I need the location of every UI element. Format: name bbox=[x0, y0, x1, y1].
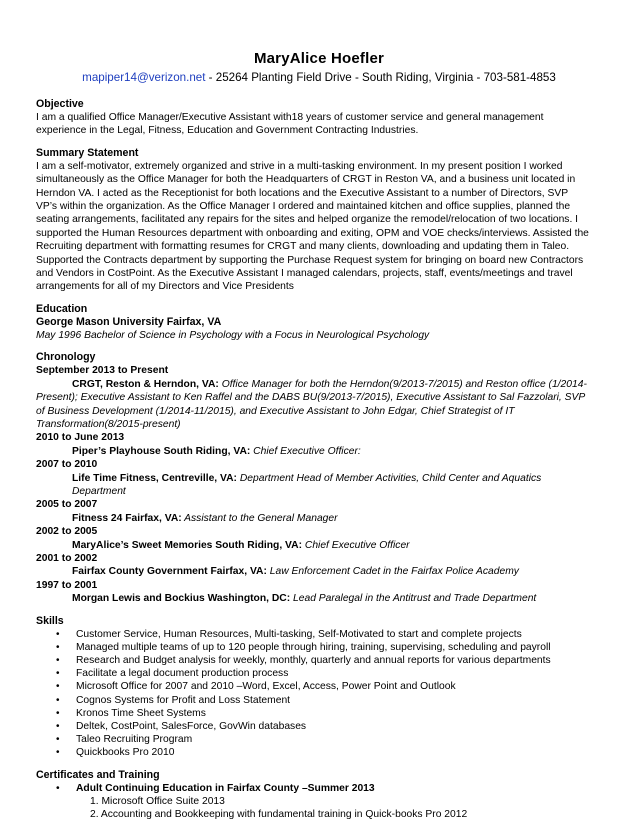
summary-line: VP’s within the organization. As the Office Manager I ordered and maintained kitchen and office supplies, planned the bbox=[36, 201, 571, 213]
skill-item: • Quickbooks Pro 2010 bbox=[36, 746, 602, 759]
summary-section bbox=[36, 147, 602, 294]
chronology-role: Department bbox=[72, 485, 126, 497]
email-link[interactable]: mapiper14@verizon.net bbox=[82, 71, 206, 84]
certificate-subitem: 2. Accounting and Bookkeeping with fundamental training in Quick-books Pro 2012 bbox=[90, 809, 468, 821]
chronology-section bbox=[36, 351, 602, 605]
candidate-name: MaryAlice Hoefler bbox=[253, 50, 385, 67]
contact-line bbox=[36, 71, 602, 84]
chronology-dates: September 2013 to Present bbox=[36, 365, 169, 377]
chronology-dates: 1997 to 2001 bbox=[36, 579, 98, 591]
summary-line: simultaneously as the Office Manager for both the Headquarters of CRGT in Reston VA, and a business unit located in bbox=[36, 174, 576, 186]
skill-item: • Cognos Systems for Profit and Loss Statement bbox=[36, 694, 602, 707]
objective-line: experience in the Legal, Fitness, Education and Government Contracting Industries. bbox=[36, 125, 419, 137]
chronology-dates: 2001 to 2002 bbox=[36, 552, 98, 564]
certificates-section bbox=[36, 769, 602, 822]
summary-line: seating arrangements, facilitated any repairs for the sites and helped organize the remodel/relocation of two locations. I bbox=[36, 214, 579, 226]
chronology-role: Chief Executive Officer bbox=[302, 539, 410, 551]
chronology-role: of Business Development (1/2014-11/2015), and Executive Assistant to John Edgar, Chief Strategist of IT bbox=[36, 405, 515, 417]
summary-line: I am a self-motivator, extremely organized and strive in a multi-tasking environment. In my present position I worked bbox=[36, 160, 563, 172]
summary-title: Summary Statement bbox=[36, 146, 139, 159]
chronology-role: Chief Executive Officer: bbox=[250, 445, 361, 457]
summary-line: supported the Human Resources department with onboarding and exiting, OPM and VOE checks/interviews. Assisted the bbox=[36, 227, 589, 239]
chronology-entry bbox=[36, 592, 602, 605]
certificates-title: Certificates and Training bbox=[36, 768, 160, 781]
skills-title: Skills bbox=[36, 614, 64, 627]
chronology-role: Law Enforcement Cadet in the Fairfax Police Academy bbox=[266, 566, 519, 578]
chronology-role: Department Head of Member Activities, Child Center and Aquatics bbox=[237, 472, 542, 484]
education-section bbox=[36, 303, 602, 342]
chronology-dates: 2010 to June 2013 bbox=[36, 432, 125, 444]
skill-item: • Customer Service, Human Resources, Multi-tasking, Self-Motivated to start and complete projects bbox=[36, 628, 602, 641]
chronology-entry bbox=[36, 472, 602, 485]
chronology-role: Office Manager for both the Herndon(9/2013-7/2015) and Reston office (1/2014- bbox=[218, 378, 587, 390]
summary-line: Herndon VA. I acted as the Receptionist for both locations and the Executive Assistant to a number of Directors, SVP bbox=[36, 187, 569, 199]
skill-item: • Taleo Recruiting Program bbox=[36, 733, 602, 746]
objective-title: Objective bbox=[36, 98, 84, 110]
chronology-employer: Piper’s Playhouse South Riding, VA: bbox=[72, 445, 251, 457]
skills-list bbox=[36, 628, 602, 760]
chronology-role: Present); Executive Assistant to Ken Raffel and the DABS BU(9/2013-7/2015), Executive Assistant to Sal Fazzolari, SVP bbox=[36, 392, 586, 404]
objective-section bbox=[36, 98, 602, 138]
chronology-entry bbox=[36, 445, 602, 458]
chronology-employer: MaryAlice’s Sweet Memories South Riding, VA: bbox=[72, 539, 303, 551]
chronology-employer: Fitness 24 Fairfax, VA: bbox=[72, 512, 182, 524]
education-school: George Mason University Fairfax, VA bbox=[36, 315, 222, 328]
chronology-title: Chronology bbox=[36, 351, 96, 364]
skill-item: • Facilitate a legal document production process bbox=[36, 667, 602, 680]
chronology-entry bbox=[36, 539, 602, 552]
skill-item: • Deltek, CostPoint, SalesForce, GovWin databases bbox=[36, 720, 602, 733]
summary-line: Recruiting department with formatting resumes for CRGT and many clients, downloading and updating them in Taleo. bbox=[36, 241, 570, 253]
certificate-item: • Adult Continuing Education in Fairfax County –Summer 2013 bbox=[36, 782, 602, 795]
education-title: Education bbox=[36, 302, 88, 315]
address-phone: - 25264 Planting Field Drive - South Riding, Virginia - 703-581-4853 bbox=[205, 71, 556, 84]
chronology-role: Lead Paralegal in the Antitrust and Trade Department bbox=[290, 593, 537, 605]
skills-section bbox=[36, 615, 602, 760]
summary-line: and Vendors in CostPoint. As the Executive Assistant I managed calendars, projects, staff, events/meetings and travel bbox=[36, 268, 573, 280]
chronology-entry bbox=[36, 378, 602, 391]
chronology-employer: Life Time Fitness, Centreville, VA: bbox=[72, 472, 237, 484]
chronology-dates: 2002 to 2005 bbox=[36, 526, 98, 538]
chronology-entry bbox=[36, 512, 602, 525]
chronology-entry bbox=[36, 565, 602, 578]
skill-item: • Kronos Time Sheet Systems bbox=[36, 707, 602, 720]
skill-item: • Research and Budget analysis for weekly, monthly, quarterly and annual reports for various departments bbox=[36, 654, 602, 667]
chronology-role: Assistant to the General Manager bbox=[181, 512, 338, 524]
certificate-subitem: 1. Microsoft Office Suite 2013 bbox=[90, 795, 225, 807]
chronology-employer: CRGT, Reston & Herndon, VA: bbox=[72, 378, 219, 390]
objective-line: I am a qualified Office Manager/Executive Assistant with18 years of customer service and general management bbox=[36, 112, 544, 123]
summary-line: Supported the Contracts department by supporting the Purchase Request system for bringing on board new Contractors bbox=[36, 254, 584, 266]
skill-item: • Managed multiple teams of up to 120 people through hiring, training, supervising, scheduling and payroll bbox=[36, 641, 602, 654]
summary-line: arrangements for all of my Directors and Vice Presidents bbox=[36, 281, 294, 293]
chronology-dates: 2005 to 2007 bbox=[36, 499, 98, 511]
education-degree: May 1996 Bachelor of Science in Psychology with a Focus in Neurological Psychology bbox=[36, 329, 430, 341]
chronology-employer: Morgan Lewis and Bockius Washington, DC: bbox=[72, 593, 291, 605]
chronology-role: Transformation(8/2015-present) bbox=[36, 418, 181, 430]
chronology-employer: Fairfax County Government Fairfax, VA: bbox=[72, 566, 267, 578]
skill-item: • Microsoft Office for 2007 and 2010 –Word, Excel, Access, Power Point and Outlook bbox=[36, 680, 602, 693]
chronology-dates: 2007 to 2010 bbox=[36, 459, 98, 471]
certificate-sublist bbox=[36, 795, 602, 821]
